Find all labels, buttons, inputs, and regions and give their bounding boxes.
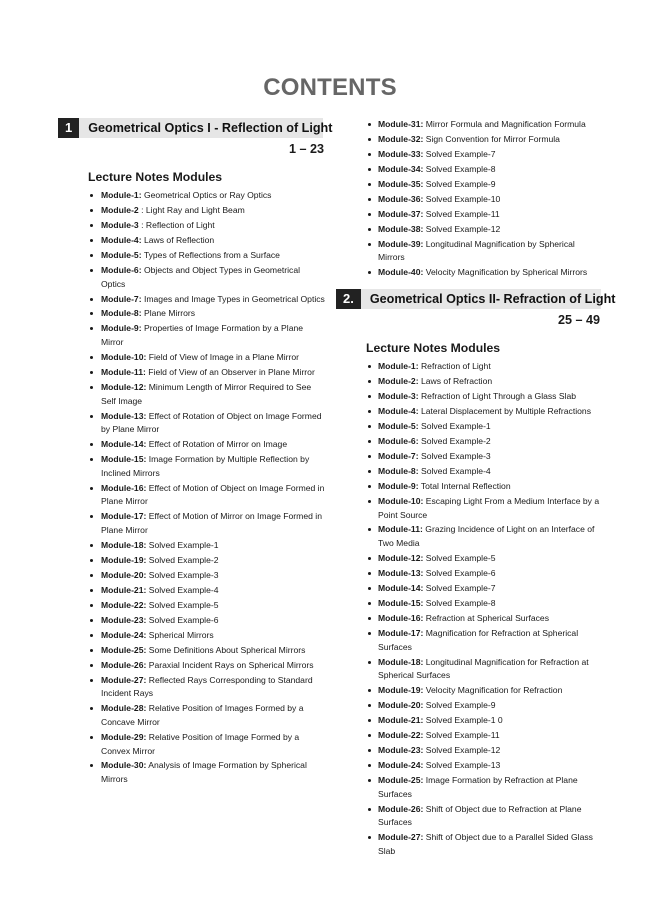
- module-title: Geometrical Optics or Ray Optics: [143, 190, 272, 200]
- module-title: Solved Example-7: [425, 148, 496, 159]
- module-title: Solved Example-6: [148, 614, 219, 625]
- module-list-item: [336, 552, 602, 566]
- module-title: Properties of Image Formation by a Plane Mirror: [101, 323, 304, 348]
- module-title: Field of View of an Observer in Plane Mirror: [148, 367, 315, 378]
- module-title: Mirror Formula and Magnification Formula: [425, 119, 586, 129]
- module-list-item: [58, 366, 326, 380]
- module-title: Solved Example-6: [425, 568, 496, 579]
- module-list-item: [336, 627, 602, 654]
- module-label: Module-25:: [101, 644, 147, 655]
- module-title: Longitudinal Magnification for Refraction at Spherical Surfaces: [378, 656, 589, 681]
- module-list-item: [336, 118, 602, 132]
- module-list-item: [336, 435, 602, 449]
- module-list-item: [336, 266, 602, 280]
- module-label: Module-5:: [378, 420, 419, 431]
- module-list-item: [58, 644, 326, 658]
- module-title: Solved Example-1: [420, 420, 491, 431]
- module-title: Effect of Rotation of Mirror on Image: [148, 439, 288, 450]
- module-list-item: [336, 480, 602, 494]
- module-title: Minimum Length of Mirror Required to See Self Image: [101, 382, 312, 406]
- module-list-item: [336, 803, 602, 830]
- module-list-item: [58, 539, 326, 553]
- chapter-1-pages: 1 – 23: [288, 142, 324, 156]
- module-list-item: [58, 264, 326, 291]
- chapter-title: Geometrical Optics I - Reflection of Light: [88, 121, 333, 135]
- module-list-item: [58, 554, 326, 568]
- module-title: Magnification for Refraction at Spherical Surfaces: [378, 627, 579, 652]
- module-list-item: [58, 249, 326, 263]
- module-list-item: [336, 450, 602, 464]
- module-label: Module-27:: [378, 832, 424, 843]
- module-list-item: [58, 674, 326, 701]
- module-label: Module-38:: [378, 223, 424, 234]
- chapter-2-pages: 25 – 49: [557, 313, 600, 328]
- module-label: Module-9:: [378, 480, 419, 491]
- module-list-item: [336, 567, 602, 581]
- module-list-item: [336, 523, 602, 550]
- module-list-item: [336, 133, 602, 147]
- module-title: Some Definitions About Spherical Mirrors: [148, 644, 306, 655]
- module-title: Solved Example-8: [425, 163, 496, 174]
- module-label: Module-10:: [378, 495, 424, 506]
- module-title: Solved Example-2: [420, 435, 491, 446]
- module-label: Module-1:: [101, 190, 142, 200]
- module-title: Refraction of Light Through a Glass Slab: [420, 391, 577, 402]
- module-label: Module-6:: [101, 264, 142, 275]
- module-title: Solved Example-4: [420, 465, 491, 476]
- module-label: Module-29:: [101, 731, 147, 742]
- module-title: Reflected Rays Corresponding to Standard Incident Rays: [101, 674, 313, 699]
- module-title: Refraction of Light: [420, 361, 491, 372]
- chapter-2-header: [336, 289, 616, 309]
- right-column: [336, 118, 616, 860]
- module-label: Module-32:: [378, 133, 424, 144]
- module-label: Module-34:: [378, 163, 424, 174]
- module-list-item: [336, 759, 602, 773]
- module-label: Module-18:: [378, 656, 424, 667]
- module-list-item: [58, 293, 326, 307]
- module-label: Module-15:: [378, 598, 424, 609]
- module-list-item: [336, 223, 602, 237]
- module-list-item: [58, 584, 326, 598]
- module-list-item: [336, 495, 602, 522]
- module-label: Module-24:: [378, 760, 424, 771]
- module-list-item: [58, 510, 326, 537]
- module-list-item: [336, 684, 602, 698]
- module-label: Module-20:: [101, 569, 147, 580]
- module-title: Velocity Magnification by Spherical Mirrors: [425, 267, 588, 278]
- module-title: Objects and Object Types in Geometrical Optics: [101, 264, 301, 289]
- module-label: Module-31:: [378, 119, 424, 129]
- module-label: Module-5:: [101, 249, 142, 260]
- module-title: Analysis of Image Formation by Spherical Mirrors: [101, 760, 307, 785]
- module-title: Total Internal Reflection: [420, 480, 511, 491]
- chapter-2-subheading: Lecture Notes Modules: [366, 341, 501, 356]
- module-label: Module-14:: [378, 583, 424, 594]
- module-list-item: [336, 390, 602, 404]
- module-label: Module-13:: [378, 568, 424, 579]
- module-label: Module-8:: [101, 308, 142, 319]
- chapter-1-module-list-continued: [336, 118, 602, 280]
- module-list-item: [336, 178, 602, 192]
- module-title: : Reflection of Light: [141, 219, 215, 230]
- module-title: Escaping Light From a Medium Interface by a Point Source: [378, 495, 600, 520]
- module-list-item: [58, 569, 326, 583]
- module-title: Effect of Rotation of Object on Image Formed by Plane Mirror: [101, 410, 322, 435]
- module-list-item: [58, 614, 326, 628]
- module-title: Solved Example-9: [425, 700, 496, 711]
- module-list-item: [336, 465, 602, 479]
- module-label: Module-17:: [378, 627, 424, 638]
- module-label: Module-37:: [378, 208, 424, 219]
- chapter-title: Geometrical Optics II- Refraction of Light: [369, 292, 616, 307]
- module-title: Solved Example-2: [148, 554, 219, 565]
- module-label: Module-13:: [101, 410, 147, 421]
- module-title: Shift of Object due to Refraction at Plane Surfaces: [378, 803, 582, 828]
- module-title: Paraxial Incident Rays on Spherical Mirrors: [148, 659, 314, 670]
- module-list-item: [58, 381, 326, 408]
- module-label: Module-7:: [101, 293, 142, 304]
- module-list-item: [58, 322, 326, 349]
- left-column: [58, 118, 333, 788]
- module-title: Effect of Motion of Mirror on Image Formed in Plane Mirror: [101, 511, 322, 535]
- module-list-item: [336, 360, 602, 374]
- module-list-item: [58, 702, 326, 729]
- module-label: Module-23:: [378, 745, 424, 756]
- module-list-item: [58, 204, 326, 218]
- module-title: Lateral Displacement by Multiple Refractions: [420, 406, 592, 416]
- module-list-item: [336, 375, 602, 389]
- module-label: Module-3:: [378, 391, 419, 402]
- module-label: Module-9:: [101, 323, 142, 334]
- module-label: Module-39:: [378, 238, 424, 249]
- module-list-item: [58, 410, 326, 437]
- module-label: Module-14:: [101, 439, 147, 450]
- module-title: Laws of Reflection: [143, 234, 215, 245]
- module-title: Shift of Object due to a Parallel Sided Glass Slab: [378, 832, 593, 856]
- chapter-1-header: [58, 118, 333, 138]
- module-label: Module-20:: [378, 700, 424, 711]
- module-label: Module-8:: [378, 465, 419, 476]
- module-label: Module-21:: [378, 715, 424, 726]
- module-label: Module-26:: [101, 659, 147, 670]
- module-list-item: [58, 629, 326, 643]
- module-list-item: [336, 208, 602, 222]
- module-label: Module-4:: [378, 406, 419, 416]
- module-label: Module-40:: [378, 267, 424, 278]
- module-label: Module-2: [101, 204, 139, 215]
- module-title: Solved Example-11: [425, 730, 500, 741]
- module-label: Module-3: [101, 219, 139, 230]
- module-list-item: [58, 759, 326, 786]
- module-title: Relative Position of Images Formed by a Concave Mirror: [101, 703, 304, 727]
- module-title: Solved Example-1 0: [425, 715, 503, 726]
- chapter-number: 2.: [336, 289, 361, 309]
- module-list-item: [58, 599, 326, 613]
- module-label: Module-22:: [378, 730, 424, 741]
- module-list-item: [336, 831, 602, 858]
- module-label: Module-12:: [101, 382, 147, 393]
- module-label: Module-19:: [378, 685, 424, 696]
- module-title: Solved Example-3: [420, 450, 491, 461]
- module-list-item: [336, 148, 602, 162]
- module-label: Module-12:: [378, 553, 424, 564]
- module-title: Solved Example-10: [425, 193, 501, 204]
- module-label: Module-22:: [101, 599, 147, 610]
- module-title: Solved Example-1: [148, 539, 219, 550]
- module-label: Module-27:: [101, 674, 147, 685]
- module-title: Solved Example-5: [148, 599, 219, 610]
- module-title: Spherical Mirrors: [148, 629, 214, 640]
- module-label: Module-23:: [101, 614, 147, 625]
- module-title: Image Formation by Multiple Reflection by Inclined Mirrors: [101, 454, 310, 478]
- module-title: Solved Example-12: [425, 223, 501, 234]
- module-list-item: [336, 699, 602, 713]
- module-label: Module-24:: [101, 629, 147, 640]
- module-label: Module-19:: [101, 554, 147, 565]
- module-label: Module-26:: [378, 803, 424, 814]
- module-title: Refraction at Spherical Surfaces: [425, 613, 549, 623]
- module-label: Module-10:: [101, 352, 147, 363]
- module-title: Images and Image Types in Geometrical Optics: [143, 293, 325, 304]
- module-label: Module-15:: [101, 454, 147, 465]
- module-title: Field of View of Image in a Plane Mirror: [148, 352, 300, 363]
- module-list-item: [336, 656, 602, 683]
- module-label: Module-17:: [101, 511, 147, 522]
- module-list-item: [336, 420, 602, 434]
- module-label: Module-4:: [101, 234, 142, 245]
- module-label: Module-21:: [101, 584, 147, 595]
- module-title: Effect of Motion of Object on Image Formed in Plane Mirror: [101, 482, 325, 507]
- module-title: Relative Position of Image Formed by a Convex Mirror: [101, 731, 300, 756]
- module-title: Solved Example-13: [425, 760, 501, 771]
- chapter-number: 1: [58, 118, 79, 138]
- chapter-1-module-list: [58, 189, 326, 787]
- module-list-item: [336, 238, 602, 265]
- module-title: Solved Example-3: [148, 569, 219, 580]
- module-label: Module-11:: [378, 524, 423, 535]
- module-list-item: [58, 189, 326, 203]
- module-label: Module-16:: [101, 482, 147, 493]
- module-title: Solved Example-4: [148, 584, 219, 595]
- module-title: : Light Ray and Light Beam: [141, 204, 245, 215]
- module-title: Solved Example-9: [425, 178, 496, 189]
- module-label: Module-1:: [378, 361, 419, 372]
- module-list-item: [336, 729, 602, 743]
- module-list-item: [336, 405, 602, 419]
- module-label: Module-33:: [378, 148, 424, 159]
- module-list-item: [58, 351, 326, 365]
- module-label: Module-2:: [378, 376, 419, 387]
- module-list-item: [58, 731, 326, 758]
- module-title: Sign Convention for Mirror Formula: [425, 133, 560, 144]
- module-title: Solved Example-12: [425, 745, 501, 756]
- module-list-item: [336, 597, 602, 611]
- module-list-item: [336, 744, 602, 758]
- module-title: Types of Reflections from a Surface: [143, 249, 280, 260]
- module-title: Solved Example-8: [425, 598, 496, 609]
- module-label: Module-16:: [378, 613, 424, 623]
- module-list-item: [336, 163, 602, 177]
- module-list-item: [58, 219, 326, 233]
- module-title: Velocity Magnification for Refraction: [425, 685, 563, 696]
- module-title: Plane Mirrors: [143, 308, 196, 319]
- module-label: Module-28:: [101, 703, 147, 714]
- module-list-item: [336, 774, 602, 801]
- module-label: Module-7:: [378, 450, 419, 461]
- module-title: Laws of Refraction: [420, 376, 493, 387]
- module-list-item: [58, 659, 326, 673]
- module-list-item: [336, 714, 602, 728]
- module-title: Image Formation by Refraction at Plane Surfaces: [378, 775, 578, 799]
- module-title: Longitudinal Magnification by Spherical Mirrors: [378, 238, 575, 263]
- module-list-item: [58, 482, 326, 509]
- module-title: Solved Example-5: [425, 553, 496, 564]
- chapter-1-subheading: Lecture Notes Modules: [88, 170, 223, 184]
- module-list-item: [58, 453, 326, 480]
- module-label: Module-11:: [101, 367, 146, 378]
- module-list-item: [336, 193, 602, 207]
- page-title: CONTENTS: [263, 74, 397, 101]
- module-label: Module-25:: [378, 775, 424, 786]
- chapter-2-module-list: [336, 360, 602, 858]
- module-list-item: [336, 612, 602, 626]
- module-label: Module-35:: [378, 178, 424, 189]
- module-list-item: [336, 582, 602, 596]
- module-label: Module-36:: [378, 193, 424, 204]
- module-label: Module-6:: [378, 435, 419, 446]
- module-title: Solved Example-11: [425, 208, 500, 219]
- module-list-item: [58, 307, 326, 321]
- module-list-item: [58, 438, 326, 452]
- module-label: Module-18:: [101, 539, 147, 550]
- module-title: Solved Example-7: [425, 583, 496, 594]
- module-label: Module-30:: [101, 760, 147, 771]
- module-list-item: [58, 234, 326, 248]
- module-title: Grazing Incidence of Light on an Interface of Two Media: [378, 524, 595, 549]
